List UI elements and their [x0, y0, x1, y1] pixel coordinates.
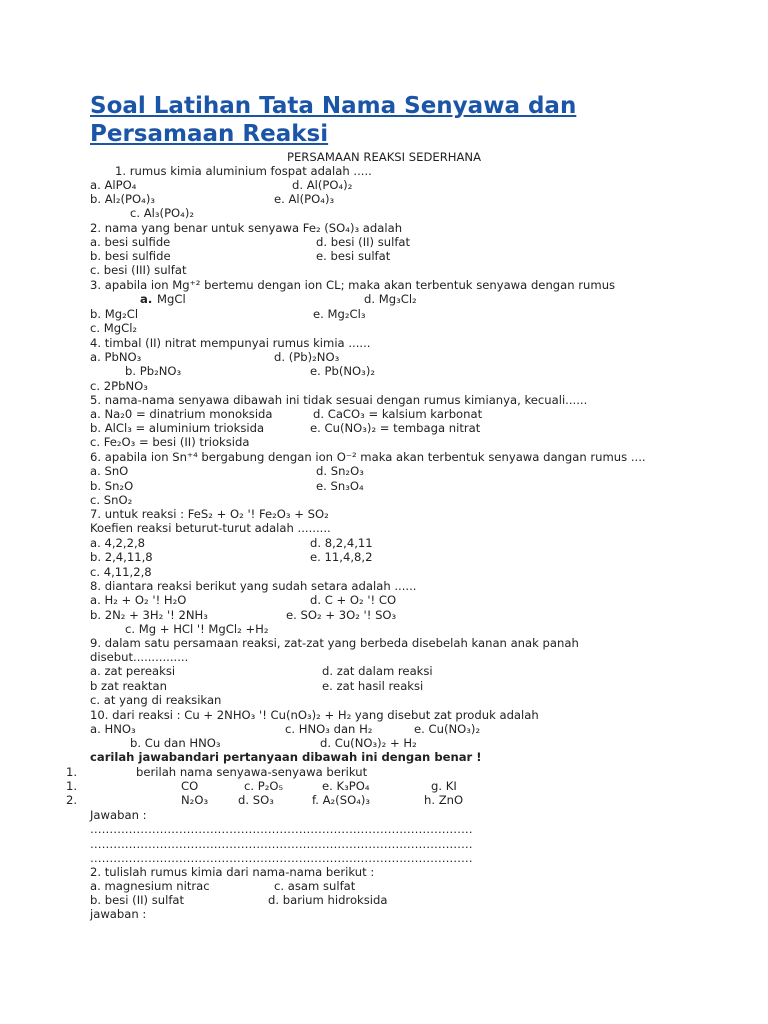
- text-line: 4. timbal (II) nitrat mempunyai rumus kimia ......: [90, 336, 371, 350]
- text-line: d. Cu(NO₃)₂ + H₂: [320, 736, 417, 750]
- text-line: c. Fe₂O₃ = besi (II) trioksida: [90, 435, 250, 449]
- text-line: d. CaCO₃ = kalsium karbonat: [313, 407, 483, 421]
- text-line: e. Sn₃O₄: [316, 479, 364, 493]
- text-line: a. HNO₃: [90, 722, 136, 736]
- text-line: d. Sn₂O₃: [316, 464, 364, 478]
- text-line: a. SnO: [90, 464, 129, 478]
- text-line: a. 4,2,2,8: [90, 536, 146, 550]
- text-line: a. Na₂0 = dinatrium monoksida: [90, 407, 273, 421]
- text-line: a. magnesium nitrac: [90, 879, 210, 893]
- text-line: e. besi sulfat: [316, 249, 391, 263]
- text-line: h. ZnO: [424, 793, 464, 807]
- text-line: b. Sn₂O: [90, 479, 134, 493]
- text-line: b. 2N₂ + 3H₂ '! 2NH₃: [90, 608, 208, 622]
- text-line: 7. untuk reaksi : FeS₂ + O₂ '! Fe₂O₃ + SO₂: [90, 507, 329, 521]
- text-line: b. Cu dan HNO₃: [130, 736, 221, 750]
- text-line: d. besi (II) sulfat: [316, 235, 411, 249]
- text-line: 5. nama-nama senyawa dibawah ini tidak sesuai dengan rumus kimianya, kecuali......: [90, 393, 588, 407]
- text-line: e. zat hasil reaksi: [322, 679, 424, 693]
- text-line: jawaban :: [90, 907, 147, 921]
- text-line: a. H₂ + O₂ '! H₂O: [90, 593, 187, 607]
- text-line: a. besi sulfide: [90, 235, 171, 249]
- text-line: 1.: [66, 779, 78, 793]
- text-line: 9. dalam satu persamaan reaksi, zat-zat yang berbeda disebelah kanan anak panah: [90, 636, 579, 650]
- text-line: c. at yang di reaksikan: [90, 693, 222, 707]
- text-line: b. Al₂(PO₄)₃: [90, 192, 155, 206]
- text-line: c. 2PbNO₃: [90, 379, 148, 393]
- text-line: PERSAMAAN REAKSI SEDERHANA: [286, 150, 482, 164]
- text-line: 1.: [66, 765, 78, 779]
- text-line: c. HNO₃ dan H₂: [285, 722, 373, 736]
- text-line: 6. apabila ion Sn⁺⁴ bergabung dengan ion O⁻² maka akan terbentuk senyawa dangan rumus ....: [90, 450, 646, 464]
- text-line: b. 2,4,11,8: [90, 550, 153, 564]
- text-line: d. barium hidroksida: [268, 893, 388, 907]
- text-line: c. 4,11,2,8: [90, 565, 152, 579]
- text-line: 2. nama yang benar untuk senyawa Fe₂ (SO₄)₃ adalah: [90, 221, 403, 235]
- text-line: 3. apabila ion Mg⁺² bertemu dengan ion CL; maka akan terbentuk senyawa dengan rumus: [90, 278, 616, 292]
- text-line: b. Mg₂Cl: [90, 307, 139, 321]
- text-line: 10. dari reaksi : Cu + 2NHO₃ '! Cu(nO₃)₂ + H₂ yang disebut zat produk adalah: [90, 708, 539, 722]
- text-line: 2.: [66, 793, 78, 807]
- text-line: MgCl: [157, 292, 186, 306]
- text-line: a. zat pereaksi: [90, 664, 176, 678]
- text-line: e. Pb(NO₃)₂: [310, 364, 375, 378]
- text-line: e. SO₂ + 3O₂ '! SO₃: [286, 608, 397, 622]
- text-line: c. Al₃(PO₄)₂: [130, 206, 195, 220]
- text-line: d. C + O₂ '! CO: [310, 593, 397, 607]
- text-line: c. asam sulfat: [274, 879, 356, 893]
- text-line: disebut...............: [90, 650, 189, 664]
- text-line: N₂O₃: [181, 793, 209, 807]
- text-line: g. KI: [431, 779, 457, 793]
- text-line: Jawaban :: [90, 808, 147, 822]
- text-line: c. SnO₂: [90, 493, 133, 507]
- text-line: b. Pb₂NO₃: [125, 364, 182, 378]
- text-line: CO: [181, 779, 199, 793]
- text-line: d. Al(PO₄)₂: [292, 178, 353, 192]
- text-line: a.: [140, 292, 153, 306]
- text-line: 8. diantara reaksi berikut yang sudah setara adalah ......: [90, 579, 417, 593]
- text-line: Koefien reaksi beturut-turut adalah .........: [90, 521, 331, 535]
- text-line: b zat reaktan: [90, 679, 167, 693]
- document-title[interactable]: [90, 92, 576, 148]
- text-line: b. besi (II) sulfat: [90, 893, 185, 907]
- title-line-2[interactable]: Persamaan Reaksi: [90, 121, 329, 147]
- title-line-1[interactable]: Soal Latihan Tata Nama Senyawa dan: [90, 93, 577, 119]
- text-line: d. zat dalam reaksi: [322, 664, 433, 678]
- text-line: e. Cu(NO₃)₂ = tembaga nitrat: [310, 421, 481, 435]
- text-line: berilah nama senyawa-senyawa berikut: [136, 765, 368, 779]
- text-line: a. AlPO₄: [90, 178, 137, 192]
- text-line: d. Mg₃Cl₂: [364, 292, 417, 306]
- text-line: c. MgCl₂: [90, 321, 138, 335]
- text-line: a. PbNO₃: [90, 350, 142, 364]
- text-line: 2. tulislah rumus kimia dari nama-nama berikut :: [90, 865, 375, 879]
- text-line: b. AlCl₃ = aluminium trioksida: [90, 421, 265, 435]
- text-line: e. Cu(NO₃)₂: [414, 722, 481, 736]
- text-line: c. besi (III) sulfat: [90, 263, 187, 277]
- text-line: d. SO₃: [238, 793, 274, 807]
- text-line: ………………………………………………………………………………………: [90, 822, 473, 836]
- text-line: e. K₃PO₄: [322, 779, 370, 793]
- text-line: e. Al(PO₄)₃: [274, 192, 335, 206]
- text-line: carilah jawabandari pertanyaan dibawah ini dengan benar !: [90, 750, 482, 764]
- text-line: c. P₂O₅: [244, 779, 284, 793]
- text-line: e. 11,4,8,2: [310, 550, 373, 564]
- text-line: d. 8,2,4,11: [310, 536, 373, 550]
- text-line: ………………………………………………………………………………………: [90, 837, 473, 851]
- text-line: ………………………………………………………………………………………: [90, 851, 473, 865]
- text-line: d. (Pb)₂NO₃: [274, 350, 340, 364]
- text-line: b. besi sulfide: [90, 249, 171, 263]
- text-line: f. A₂(SO₄)₃: [312, 793, 371, 807]
- text-line: e. Mg₂Cl₃: [313, 307, 366, 321]
- text-line: 1. rumus kimia aluminium fospat adalah .....: [115, 164, 372, 178]
- text-line: c. Mg + HCl '! MgCl₂ +H₂: [125, 622, 269, 636]
